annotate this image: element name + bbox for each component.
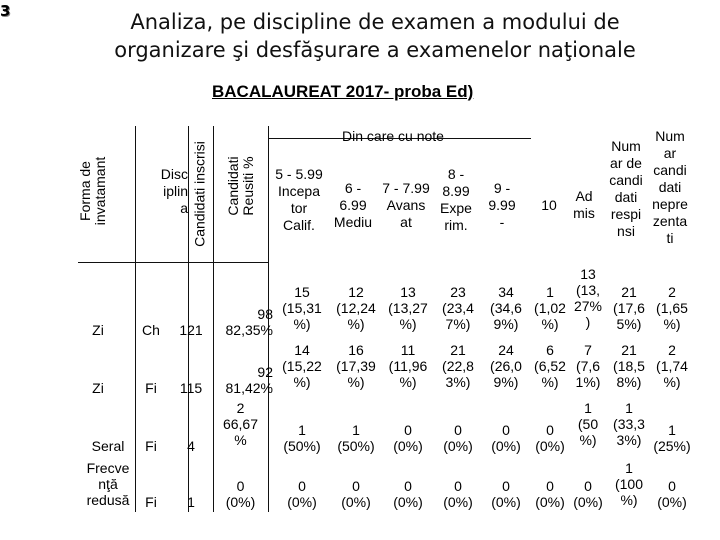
row1-inscrisi: 121 [179,322,203,338]
row3-reusiti: 2 66,67 % [222,400,259,448]
row2-grade-8: 21 (22,8 3%) [442,342,474,390]
table-grid-line [188,126,189,512]
slide-number: 3 [0,2,11,20]
row3-grade-5: 1 (50%) [283,422,321,454]
row3-grade-6: 1 (50%) [337,422,375,454]
row2-grade-10: 6 (6,52 %) [534,342,566,390]
row1-reusiti: 98 82,35% [225,306,273,338]
row2-inscrisi: 115 [179,380,203,396]
header-grade-5: 5 - 5.99 Incepa tor Calif. [275,166,323,233]
row2-admisi: 7 (7,6 1%) [575,342,601,390]
row4-inscrisi: 1 [187,494,195,510]
row4-reusiti: 0 (0%) [225,478,256,510]
row1-admisi: 13 (13, 27% ) [573,266,603,330]
row1-respinsi: 21 (17,6 5%) [613,284,645,332]
row1-grade-6: 12 (12,24 %) [336,284,376,332]
row2-reusiti: 92 81,42% [225,364,273,396]
row3-grade-10: 0 (0%) [535,422,565,454]
row2-grade-6: 16 (17,39 %) [336,342,376,390]
row2-respinsi: 21 (18,5 8%) [613,342,645,390]
row1-grade-7: 13 (13,27 %) [388,284,428,332]
row2-grade-9: 24 (26,0 9%) [490,342,522,390]
header-disciplina: Disc iplin a [160,166,188,216]
row1-neprezentati: 2 (1,65 %) [656,284,688,332]
row1-grade-10: 1 (1,02 %) [534,284,566,332]
row3-inscrisi: 4 [187,438,195,454]
row4-grade-9: 0 (0%) [491,478,521,510]
header-admisi: Ad mis [573,188,595,221]
row2-grade-5: 14 (15,22 %) [282,342,322,390]
header-grade-10: 10 [541,197,557,213]
results-table: Forma de invatamant Candidati inscrisi Candidati Reusiti % Disc iplin a Din care cu note 5 - 5.99 Incepa tor Calif. 6 - 6.99 Mediu 7 - 7.99 Avans at 8 - 8.99 Expe rim. 9 - 9.99 - 10 Ad mis Num ar de candi dati respi nsi Num ar candi dati nepre zenta ti Zi Ch 121 98 82,35% 15 (15,31 %) 12 (12,24 %) 13 (13,27 %) 23 (23,4 7%) 34 (34,6 9%) 1 (1,02 %) 13 (13, 27% ) 21 (17,6 5%) 2 (1,65 %) Zi Fi 115 92 81,42% 14 (15,22 %) 16 (17,39 %) 11 (11,96 %) 21 (22,8 3%) 24 (26,0 9%) 6 (6,52 %) 7 (7,6 1%) 21 (18,5 8%) 2 (1,74 %) Seral Fi 4 2 66,67 % 1 (50%) 1 (50%) 0 (0%) 0 (0%) 0 (0%) 0 (0%) 1 (50 %) 1 (33,3 3%) 1 (25%) Frecve nţă redusă Fi 1 0 (0%) 0 (0%) 0 (0%) 0 (0%) 0 (0%) 0 (0%) 0 (0%) 0 (0%) 1 (100 %) 0 (0%) [78,126,692,512]
row4-admisi: 0 (0%) [573,478,603,510]
row4-grade-5: 0 (0%) [287,478,317,510]
row1-disciplina: Ch [142,322,160,338]
row1-grade-5: 15 (15,31 %) [282,284,322,332]
header-grade-8: 8 - 8.99 Expe rim. [440,166,472,233]
row4-forma: Frecve nţă redusă [86,460,130,508]
row1-grade-9: 34 (34,6 9%) [490,284,522,332]
row4-grade-6: 0 (0%) [341,478,371,510]
row2-disciplina: Fi [145,380,157,396]
row2-grade-7: 11 (11,96 %) [388,342,428,390]
header-din-care-cu-note: Din care cu note [342,128,444,144]
row2-neprezentati: 2 (1,74 %) [656,342,688,390]
row2-forma: Zi [92,380,104,396]
row3-neprezentati: 1 (25%) [653,422,691,454]
row3-grade-9: 0 (0%) [491,422,521,454]
row4-grade-8: 0 (0%) [443,478,473,510]
row1-grade-8: 23 (23,4 7%) [442,284,474,332]
section-subtitle: BACALAUREAT 2017- proba Ed) [212,82,474,101]
row3-grade-7: 0 (0%) [393,422,423,454]
row4-grade-7: 0 (0%) [393,478,423,510]
row3-forma: Seral [91,438,125,454]
row3-disciplina: Fi [145,438,157,454]
row4-grade-10: 0 (0%) [535,478,565,510]
row1-forma: Zi [92,322,104,338]
table-grid-line [78,262,268,263]
row4-respinsi: 1 (100 %) [614,460,644,508]
row4-neprezentati: 0 (0%) [657,478,687,510]
row3-grade-8: 0 (0%) [443,422,473,454]
page-title: Analiza, pe discipline de examen a modului de organizare şi desfăşurare a examenelor naţionale [114,10,636,62]
header-neprezentati: Num ar candi dati nepre zenta ti [652,128,688,246]
header-grade-6: 6 - 6.99 Mediu [333,180,373,230]
row4-disciplina: Fi [145,494,157,510]
row3-admisi: 1 (50 %) [577,400,599,448]
header-grade-7: 7 - 7.99 Avans at [382,180,430,230]
header-respinsi: Num ar de candi dati respi nsi [609,138,643,239]
header-grade-9: 9 - 9.99 - [488,180,516,230]
row3-respinsi: 1 (33,3 3%) [613,400,645,448]
